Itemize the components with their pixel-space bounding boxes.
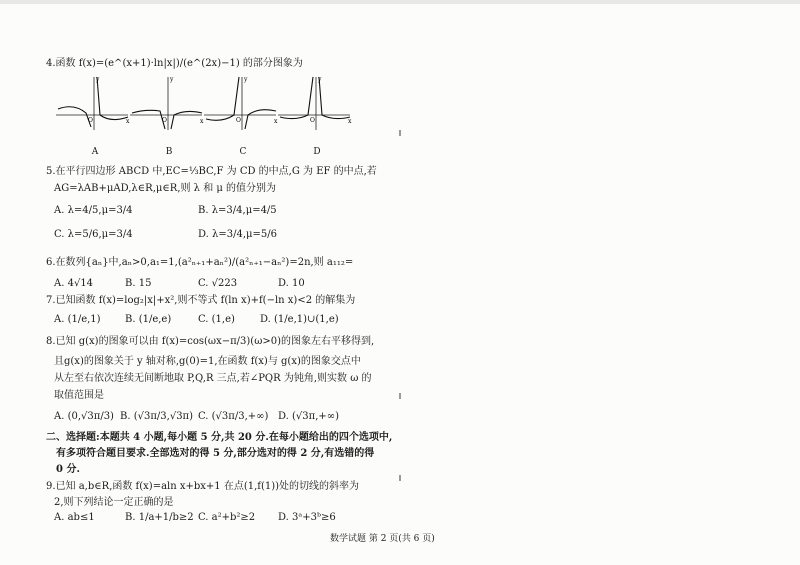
q8-option-d: D. (√3π,+∞): [278, 411, 340, 422]
q9-line2: 2,则下列结论一定正确的是: [54, 497, 174, 508]
svg-text:x: x: [348, 118, 352, 125]
q8-option-a: A. (0,√3π/3): [54, 411, 114, 422]
q4-graph-label-b: B: [165, 147, 173, 157]
section2-line2: 有多项符合题目要求.全部选对的得 5 分,部分选对的得 2 分,有选错的得: [56, 448, 375, 459]
q4-graph-label-c: C: [239, 147, 247, 157]
q4-graph-d: [278, 75, 353, 130]
svg-text:O: O: [310, 117, 315, 124]
section2-line1: 二、选择题:本题共 4 小题,每小题 5 分,共 20 分.在每小题给出的四个选项中,: [46, 432, 393, 443]
section2-line3: 0 分.: [56, 464, 80, 475]
q4-graph-a: [56, 75, 131, 130]
q7-stem: 7.已知函数 f(x)=log₂|x|+x²,则不等式 f(ln x)+f(−ln x)<2 的解集为: [46, 295, 356, 306]
scan-mark: [399, 393, 401, 399]
q6-option-c: C. √223: [198, 278, 238, 289]
svg-text:y: y: [318, 76, 322, 83]
q7-option-d: D. (1/e,1)∪(1,e): [260, 314, 339, 325]
q7-option-a: A. (1/e,1): [54, 314, 101, 325]
q5-option-b: B. λ=3/4,μ=4/5: [198, 205, 277, 216]
q5-stem-line1: 5.在平行四边形 ABCD 中,EC=⅓BC,F 为 CD 的中点,G 为 EF 的中点,若: [46, 166, 377, 177]
svg-text:y: y: [244, 76, 248, 83]
q6-option-a: A. 4√14: [54, 278, 94, 289]
q6-option-b: B. 15: [125, 278, 152, 289]
q8-line3: 从左至右依次连续无间断地取 P,Q,R 三点,若∠PQR 为钝角,则实数 ω 的: [54, 373, 372, 384]
svg-text:x: x: [200, 118, 204, 125]
q4-graph-label-a: A: [91, 147, 99, 157]
q9-option-d: D. 3ᵃ+3ᵇ≥6: [278, 512, 336, 523]
svg-text:O: O: [236, 117, 241, 124]
q5-option-a: A. λ=4/5,μ=3/4: [54, 205, 133, 216]
q5-option-c: C. λ=5/6,μ=3/4: [54, 229, 133, 240]
svg-text:x: x: [274, 118, 278, 125]
q4-graph-c: [204, 75, 279, 130]
svg-text:O: O: [162, 117, 167, 124]
q5-stem-line2: AG=λAB+μAD,λ∈R,μ∈R,则 λ 和 μ 的值分别为: [54, 183, 277, 194]
q8-line4: 取值范围是: [54, 390, 104, 401]
q8-option-c: C. (√3π/3,+∞): [198, 411, 269, 422]
q8-line2: 且g(x)的图象关于 y 轴对称,g(0)=1,在函数 f(x)与 g(x)的图象交点中: [54, 356, 361, 367]
q7-option-c: C. (1,e): [198, 314, 235, 325]
scan-edge: [0, 0, 800, 4]
q4-stem: 4.函数 f(x)=(e^(x+1)·ln|x|)/(e^(2x)−1) 的部分图象为: [46, 58, 303, 69]
svg-text:y: y: [170, 76, 174, 83]
q6-option-d: D. 10: [278, 278, 305, 289]
q7-option-b: B. (1/e,e): [125, 314, 172, 325]
svg-text:y: y: [96, 76, 100, 83]
q9-option-c: C. a²+b²≥2: [198, 512, 256, 523]
svg-text:O: O: [88, 117, 93, 124]
q9-option-a: A. ab≤1: [54, 512, 95, 523]
page-footer: 数学试题 第 2 页(共 6 页): [330, 534, 435, 544]
q9-option-b: B. 1/a+1/b≥2: [125, 512, 194, 523]
q4-graph-b: [130, 75, 205, 130]
q9-line1: 9.已知 a,b∈R,函数 f(x)=aln x+bx+1 在点(1,f(1))处的切线的斜率为: [46, 481, 360, 492]
svg-text:x: x: [126, 118, 130, 125]
scan-mark: [399, 130, 401, 136]
q8-option-b: B. (√3π/3,√3π): [120, 411, 194, 422]
q6-stem: 6.在数列{aₙ}中,aₙ>0,a₁=1,(a²ₙ₊₁+aₙ²)/(a²ₙ₊₁−aₙ²)=2n,则 a₁₁₂=: [46, 257, 354, 268]
q8-line1: 8.已知 g(x)的图象可以由 f(x)=cos(ωx−π/3)(ω>0)的图象左右平移得到,: [46, 336, 375, 347]
scan-mark: [399, 475, 401, 481]
q4-graph-label-d: D: [313, 147, 321, 157]
q5-option-d: D. λ=3/4,μ=5/6: [198, 229, 277, 240]
